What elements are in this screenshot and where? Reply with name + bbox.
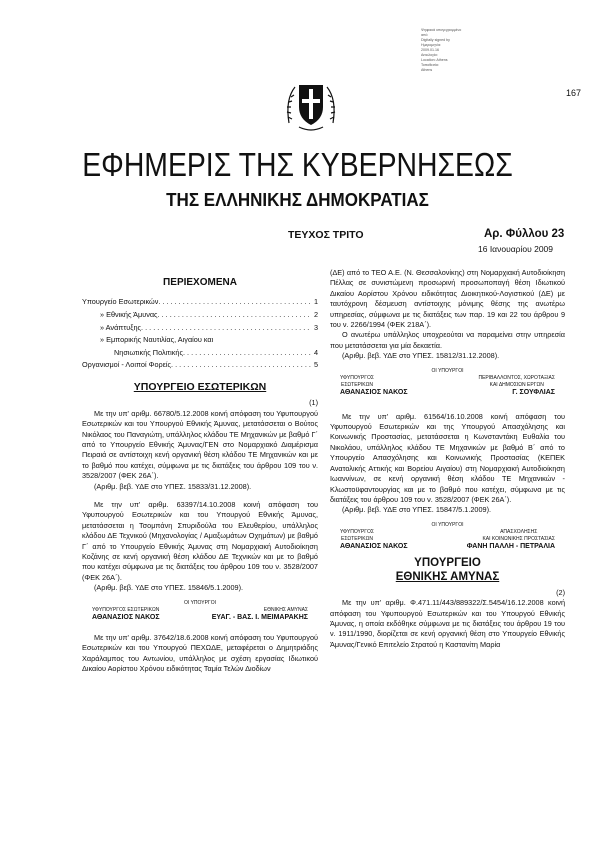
- stamp-line: Τοποθεσία:: [421, 63, 439, 67]
- decision-paragraph: Με την υπ' αριθμ. 37642/18.6.2008 κοινή απόφαση του Υφυπουργού Εσωτερικών και του Υπουργού ΠΕΧΩΔΕ, μεταφέρεται ο Δημητριάδης Χαράλαμπος του Αντωνίου, υπάλληλος με σχέση εργασίας Ιδιωτικού Δικαίου Αορίστου Χρόνου ειδικότητας Ταμία Τελών Διοδίων: [82, 632, 318, 673]
- signatory-name: ΑΘΑΝΑΣΙΟΣ ΝΑΚΟΣ: [92, 613, 160, 621]
- page-number: 167: [566, 88, 582, 98]
- signatory-role: ΥΦΥΠΟΥΡΓΟΣ: [340, 374, 374, 381]
- signatory-name: Γ. ΣΟΥΦΛΙΑΣ: [512, 388, 555, 396]
- issue-label: ΤΕΥΧΟΣ ΤΡΙΤΟ: [288, 229, 364, 241]
- stamp-line: Αιτιολογία:: [421, 53, 438, 57]
- signature-block: [330, 522, 565, 550]
- toc-label: » Εθνικής Άμυνας: [100, 310, 158, 319]
- coat-of-arms-emblem: [283, 73, 339, 133]
- left-column: [82, 268, 318, 674]
- signature-heading: ΟΙ ΥΠΟΥΡΓΟΙ: [431, 367, 464, 374]
- stamp-line: Location: Athens: [421, 58, 448, 62]
- item-number: (1): [309, 398, 318, 408]
- toc-row: [82, 322, 318, 335]
- toc-label: » Ανάπτυξης: [100, 322, 142, 332]
- toc-row: [82, 309, 318, 322]
- section-heading-defence: [330, 556, 565, 584]
- section-heading-line: ΕΘΝΙΚΗΣ ΑΜΥΝΑΣ: [395, 570, 500, 583]
- decision-paragraph: Με την υπ' αριθμ. 61564/16.10.2008 κοινή απόφαση του Υφυπουργού Εσωτερικών και της Υπουργού Απασχόλησης και Κοινωνικής Προστασίας, μετατάσσεται η Κωνσταντάκη Ευθαλία του Νικολάου, υπάλληλος κλάδου ΤΕ Μηχανικών με βαθμό Β΄ από το Υπουργείο Απασχόλησης και Κοινωνικής Προστασίας (ΚΕΠΕΚ Ανατολικής Αττικής και Βορείου Αιγαίου) στη Νομαρχιακή Αυτοδιοίκηση Ιωαννίνων, σε κενή οργανική θέση κλάδου ΤΕ Μηχανικών - Κλωστοϋφαντουργίας και με το βαθμό που κατέχει, σύμφωνα με τις διατάξεις του άρθρου 109 του ν. 3528/2007 (ΦΕΚ 26Α΄).: [330, 411, 565, 504]
- toc-row: [82, 334, 318, 347]
- toc-row: [82, 347, 318, 360]
- toc-leader: [171, 359, 312, 372]
- stamp-line: Digitally signed by: [421, 38, 450, 42]
- toc-page: 1: [313, 297, 318, 307]
- toc-label: » Εμπορικής Ναυτιλίας, Αιγαίου και: [100, 335, 214, 345]
- right-column: [330, 268, 565, 650]
- toc-label: Νησιωτικής Πολιτικής: [114, 347, 183, 357]
- budget-reference: (Αριθμ. βεβ. ΥΔΕ στο ΥΠΕΣ. 15847/5.1.2009).: [342, 505, 492, 515]
- budget-reference: (Αριθμ. βεβ. ΥΔΕ στο ΥΠΕΣ. 15812/31.12.2008).: [342, 351, 500, 361]
- signature-heading: ΟΙ ΥΠΟΥΡΓΟΙ: [184, 599, 216, 606]
- signatory-role: ΚΑΙ ΔΗΜΟΣΙΩΝ ΕΡΓΩΝ: [489, 381, 544, 388]
- decision-paragraph: Με την υπ' αριθμ. 66780/5.12.2008 κοινή απόφαση του Υφυπουργού Εσωτερικών και του Υπουργού Εθνικής Άμυνας, μετατάσσεται ο Βούτος Νικόλαος του Παναγιώτη, υπάλληλος κλάδου ΤΕ Μηχανικών με βαθμό Γ΄ από το Υπουργείο Εθνικής Άμυνας/ΓΕΝ στο Νομαρχιακό Διαμέρισμα Πειραιά σε αντίστοιχη κενή οργανική θέση κλάδου ΤΕ Μηχανικών και με το βαθμό που κατέχει, σύμφωνα με τις διατάξεις του άρθρου 109 του ν. 3528/2007 (ΦΕΚ 26Α΄).: [82, 408, 318, 481]
- toc-page: 5: [313, 360, 318, 370]
- gazette-subtitle: ΤΗΣ ΕΛΛΗΝΙΚΗΣ ΔΗΜΟΚΡΑΤΙΑΣ: [166, 189, 429, 210]
- toc-row: [82, 359, 318, 372]
- signatory-role: ΑΠΑΣΧΟΛΗΣΗΣ: [500, 528, 538, 535]
- decision-paragraph: Με την υπ' αριθμ. Φ.471.11/443/889322/Σ.5454/16.12.2008 κοινή απόφαση του Υφυπουργού Εσωτερικών και του Υπουργού Εθνικής Άμυνας, η οποία εκδόθηκε σύμφωνα με τις διατάξεις του άρθρου 19 του ν. 1911/1990, διορίζεται σε κενή οργανική θέση στο Υπουργείο Εθνικής Άμυνας/Γενικό Επιτελείο Στρατού η Καστανίτη Μαρία: [330, 598, 565, 649]
- stamp-line: Ψηφιακά υπογεγραμμένο: [421, 28, 462, 32]
- stamp-line: από: [421, 33, 428, 37]
- toc-row: [82, 296, 318, 309]
- signatory-name: ΑΘΑΝΑΣΙΟΣ ΝΑΚΟΣ: [340, 542, 408, 550]
- toc-page: 3: [313, 322, 318, 332]
- sheet-number: Αρ. Φύλλου 23: [484, 228, 565, 240]
- decision-paragraph: (ΔΕ) από το ΤΕΟ Α.Ε. (Ν. Θεσσαλονίκης) στη Νομαρχιακή Αυτοδιοίκηση Πέλλας σε συνιστώμενη προσωρινή προσωποπαγή θέση Ιδιωτικού Δικαίου Αορίστου Χρόνου ειδικότητας Διοικητικού-Λογιστικού (ΔΕ) με ταυτόχρονη δέσμευση αντίστοιχης μόνιμης θέσης της ανωτέρω υπηρεσίας, σύμφωνα με τις διατάξεις των παρ. 19 και 22 του άρθρου 9 του ν. 2266/1994 (ΦΕΚ 218Α΄).: [330, 268, 565, 330]
- decision-paragraph: Με την υπ' αριθμ. 63397/14.10.2008 κοινή απόφαση του Υφυπουργού Εσωτερικών και του Υπουργού Εθνικής Άμυνας, μετατάσσεται η Τσομπάνη Σπυριδούλα του Ελευθερίου, υπάλληλος κλάδου ΔΕ Τεχνικού (Μηχανολογίας / Αμαξωμάτων Οχημάτων) με βαθμό Γ΄ από το Υπουργείο Εθνικής Άμυνας στη Νομαρχιακή Αυτοδιοίκηση Κοζάνης σε κενή οργανική θέση κλάδου ΔΕ Τεχνικών και με το βαθμό που κατέχει σύμφωνα με τις διατάξεις του άρθρου 109 του ν. 3528/2007 (ΦΕΚ 26Α΄).: [82, 500, 318, 582]
- toc-heading: ΠΕΡΙΕΧΟΜΕΝΑ: [163, 277, 237, 288]
- signatory-name: ΦΑΝΗ ΠΑΛΛΗ - ΠΕΤΡΑΛΙΑ: [466, 542, 555, 550]
- toc-label: Υπουργείο Εσωτερικών: [82, 297, 159, 307]
- stamp-line: Athens: [421, 68, 433, 72]
- budget-reference: (Αριθμ. βεβ. ΥΔΕ στο ΥΠΕΣ. 15846/5.1.2009).: [94, 583, 244, 593]
- issue-date: 16 Ιανουαρίου 2009: [478, 244, 554, 254]
- signatory-name: ΕΥΑΓ. - ΒΑΣ. Ι. ΜΕΙΜΑΡΑΚΗΣ: [211, 613, 308, 621]
- signatory-role: ΕΣΩΤΕΡΙΚΩΝ: [341, 381, 373, 388]
- gazette-title: ΕΦΗΜΕΡΙΣ ΤΗΣ ΚΥΒΕΡΝΗΣΕΩΣ: [82, 146, 513, 183]
- signature-block: [82, 600, 318, 621]
- toc-leader: [158, 309, 312, 322]
- signatory-role: ΕΘΝΙΚΗΣ ΑΜΥΝΑΣ: [263, 606, 308, 613]
- decision-note: Ο ανωτέρω υπάλληλος υποχρεούται να παραμείνει στην υπηρεσία που μετατάσσεται για μία δεκαετία.: [330, 330, 565, 350]
- stamp-line: 2009.01.16: [421, 48, 439, 52]
- signature-heading: ΟΙ ΥΠΟΥΡΓΟΙ: [431, 521, 464, 528]
- signatory-role: ΥΦΥΠΟΥΡΓΟΣ ΕΣΩΤΕΡΙΚΩΝ: [92, 606, 160, 613]
- toc-page: 4: [313, 347, 318, 357]
- signatory-role: ΥΦΥΠΟΥΡΓΟΣ: [340, 528, 374, 535]
- signature-block: [330, 368, 565, 396]
- toc-label: Οργανισμοί - Λοιποί Φορείς: [82, 360, 172, 370]
- stamp-line: Ημερομηνία:: [421, 43, 442, 47]
- budget-reference: (Αριθμ. βεβ. ΥΔΕ στο ΥΠΕΣ. 15833/31.12.2008).: [94, 481, 252, 491]
- toc-leader: [183, 347, 312, 360]
- signatory-role: ΕΣΩΤΕΡΙΚΩΝ: [341, 535, 373, 542]
- section-heading-interior: [82, 382, 318, 392]
- digital-signature-stamp: [421, 28, 483, 73]
- signatory-role: ΠΕΡΙΒΑΛΛΟΝΤΟΣ, ΧΩΡΟΤΑΞΙΑΣ: [478, 374, 555, 381]
- toc-leader: [141, 322, 312, 335]
- signatory-role: ΚΑΙ ΚΟΙΝΩΝΙΚΗΣ ΠΡΟΣΤΑΣΙΑΣ: [482, 535, 555, 542]
- section-heading-line: ΥΠΟΥΡΓΕΙΟ: [414, 556, 481, 569]
- signatory-name: ΑΘΑΝΑΣΙΟΣ ΝΑΚΟΣ: [340, 388, 408, 396]
- toc-page: 2: [313, 310, 318, 319]
- toc-leader: [158, 296, 312, 309]
- item-number: (2): [556, 587, 565, 597]
- section-heading-text: ΥΠΟΥΡΓΕΙΟ ΕΣΩΤΕΡΙΚΩΝ: [133, 380, 267, 393]
